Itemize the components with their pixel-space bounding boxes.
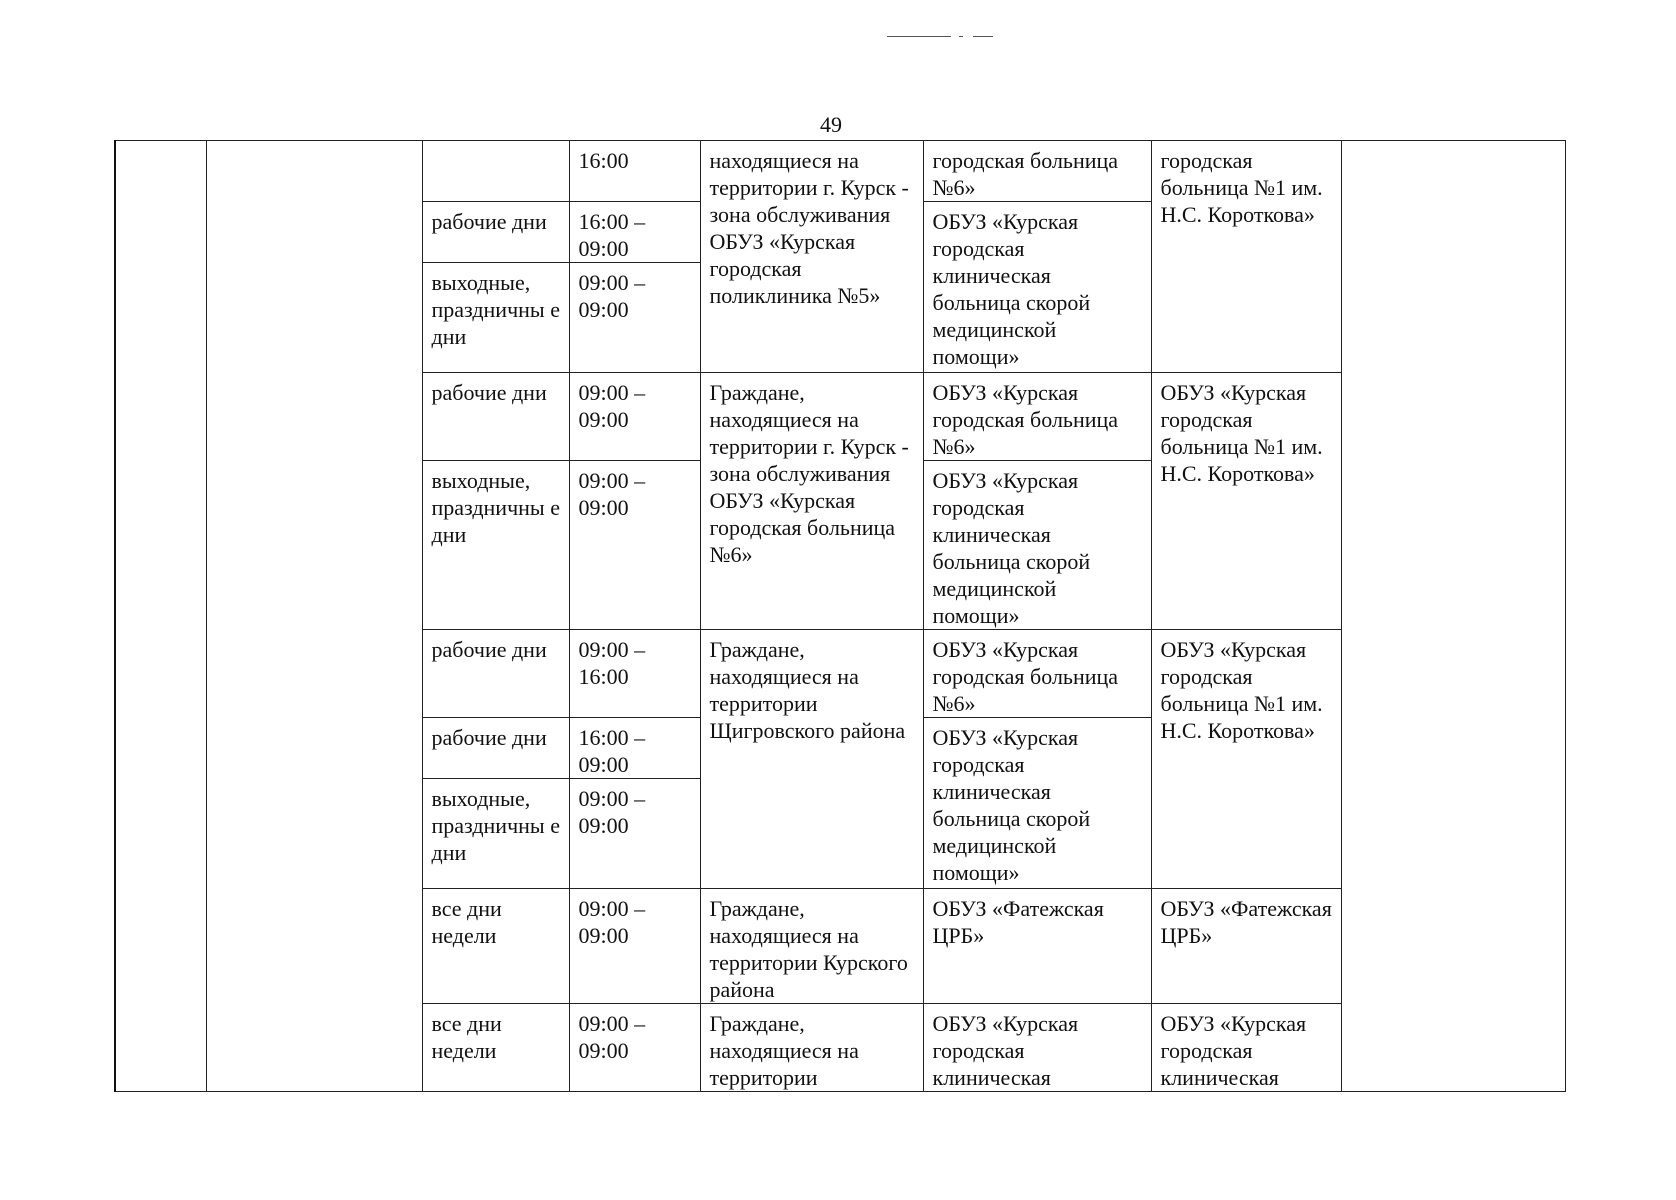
population-cell: Граждане, находящиеся на территории г. Курск - зона обслуживания ОБУЗ «Курская городская больница №6» <box>700 373 923 630</box>
time-cell: 09:00 – 09:00 <box>569 889 700 1004</box>
days-cell: все дни недели <box>422 1004 569 1092</box>
time-cell: 16:00 <box>569 141 700 202</box>
hospital-cell: ОБУЗ «Курская городская больница №6» <box>923 630 1151 718</box>
time-cell: 09:00 – 16:00 <box>569 630 700 718</box>
days-cell: выходные, праздничны е дни <box>422 263 569 373</box>
time-cell: 16:00 – 09:00 <box>569 202 700 263</box>
days-cell: выходные, праздничны е дни <box>422 779 569 889</box>
time-cell: 09:00 – 09:00 <box>569 263 700 373</box>
days-cell: рабочие дни <box>422 630 569 718</box>
time-cell: 09:00 – 09:00 <box>569 373 700 461</box>
time-cell: 16:00 – 09:00 <box>569 718 700 779</box>
reference-hospital-cell: ОБУЗ «Фатежская ЦРБ» <box>1151 889 1341 1004</box>
days-cell: рабочие дни <box>422 373 569 461</box>
reference-hospital-cell: ОБУЗ «Курская городская больница №1 им. Н.С. Короткова» <box>1151 373 1341 630</box>
empty-number-column <box>115 141 206 1092</box>
empty-notes-column <box>1341 141 1565 1092</box>
time-cell: 09:00 – 09:00 <box>569 461 700 630</box>
hospital-cell: ОБУЗ «Курская городская клиническая больница скорой медицинской помощи» <box>923 718 1151 889</box>
hospital-cell: городская больница №6» <box>923 141 1151 202</box>
page-number: 49 <box>820 112 842 137</box>
reference-hospital-cell: ОБУЗ «Курская городская клиническая <box>1151 1004 1341 1092</box>
time-cell: 09:00 – 09:00 <box>569 779 700 889</box>
time-cell: 09:00 – 09:00 <box>569 1004 700 1092</box>
population-cell: Граждане, находящиеся на территории Щигровского района <box>700 630 923 889</box>
population-cell: находящиеся на территории г. Курск - зона обслуживания ОБУЗ «Курская городская поликлиника №5» <box>700 141 923 373</box>
hospital-cell: ОБУЗ «Фатежская ЦРБ» <box>923 889 1151 1004</box>
hospital-cell: ОБУЗ «Курская городская больница №6» <box>923 373 1151 461</box>
days-cell: выходные, праздничны е дни <box>422 461 569 630</box>
population-cell: Граждане, находящиеся на территории Курского района <box>700 889 923 1004</box>
reference-hospital-cell: городская больница №1 им. Н.С. Короткова» <box>1151 141 1341 373</box>
days-cell: все дни недели <box>422 889 569 1004</box>
hospital-cell: ОБУЗ «Курская городская клиническая больница скорой медицинской помощи» <box>923 202 1151 373</box>
reference-hospital-cell: ОБУЗ «Курская городская больница №1 им. Н.С. Короткова» <box>1151 630 1341 889</box>
hospital-cell: ОБУЗ «Курская городская клиническая больница скорой медицинской помощи» <box>923 461 1151 630</box>
days-cell: рабочие дни <box>422 202 569 263</box>
population-cell: Граждане, находящиеся на территории <box>700 1004 923 1092</box>
days-cell: рабочие дни <box>422 718 569 779</box>
schedule-table <box>114 140 1566 1092</box>
days-cell <box>422 141 569 202</box>
table-row <box>115 141 1565 202</box>
hospital-cell: ОБУЗ «Курская городская клиническая <box>923 1004 1151 1092</box>
empty-institution-column <box>206 141 422 1092</box>
